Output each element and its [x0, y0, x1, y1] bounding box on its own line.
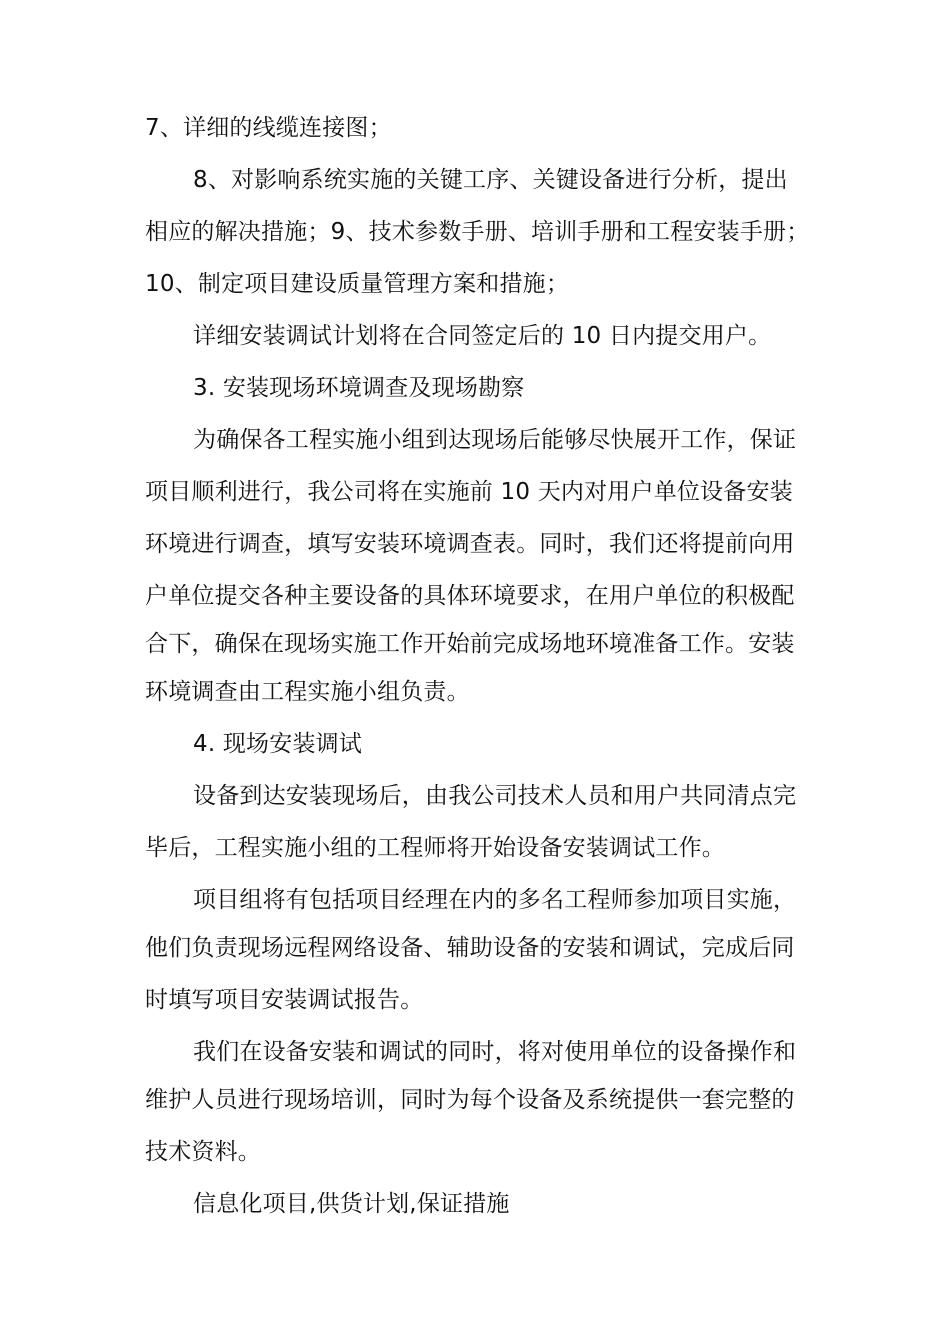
list-item-8: 8、对影响系统实施的关键工序、关键设备进行分析，提出: [193, 167, 788, 193]
paragraph-line: 项目组将有包括项目经理在内的多名工程师参加项目实施，: [193, 887, 797, 913]
paragraph-line: 设备到达安装现场后，由我公司技术人员和用户共同清点完: [193, 783, 797, 809]
paragraph-line: 我们在设备安装和调试的同时，将对使用单位的设备操作和: [193, 1039, 797, 1065]
paragraph-line: 环境进行调查，填写安装环境调查表。同时，我们还将提前向用: [145, 531, 795, 557]
paragraph-line: 项目顺利进行，我公司将在实施前 10 天内对用户单位设备安装: [145, 479, 793, 505]
paragraph-line: 为确保各工程实施小组到达现场后能够尽快展开工作，保证: [193, 427, 797, 453]
paragraph-line: 详细安装调试计划将在合同签定后的 10 日内提交用户。: [193, 323, 772, 349]
paragraph-line: 技术资料。: [145, 1139, 261, 1165]
paragraph-line: 环境调查由工程实施小组负责。: [145, 679, 470, 705]
list-item-8-continued: 相应的解决措施；9、技术参数手册、培训手册和工程安装手册；: [145, 219, 810, 245]
paragraph-line: 他们负责现场远程网络设备、辅助设备的安装和调试，完成后同: [145, 935, 795, 961]
section-heading-3: 3. 安装现场环境调查及现场勘察: [193, 375, 525, 401]
footer-keywords: 信息化项目,供货计划,保证措施: [193, 1191, 510, 1217]
section-heading-4: 4. 现场安装调试: [193, 731, 363, 757]
paragraph-line: 维护人员进行现场培训，同时为每个设备及系统提供一套完整的: [145, 1087, 795, 1113]
list-item-10: 10、制定项目建设质量管理方案和措施；: [145, 271, 570, 297]
paragraph-line: 合下，确保在现场实施工作开始前完成场地环境准备工作。安装: [145, 631, 795, 657]
paragraph-line: 毕后，工程实施小组的工程师将开始设备安装调试工作。: [145, 835, 725, 861]
list-item-7: 7、详细的线缆连接图；: [145, 115, 392, 141]
paragraph-line: 户单位提交各种主要设备的具体环境要求，在用户单位的积极配: [145, 583, 795, 609]
paragraph-line: 时填写项目安装调试报告。: [145, 987, 424, 1013]
